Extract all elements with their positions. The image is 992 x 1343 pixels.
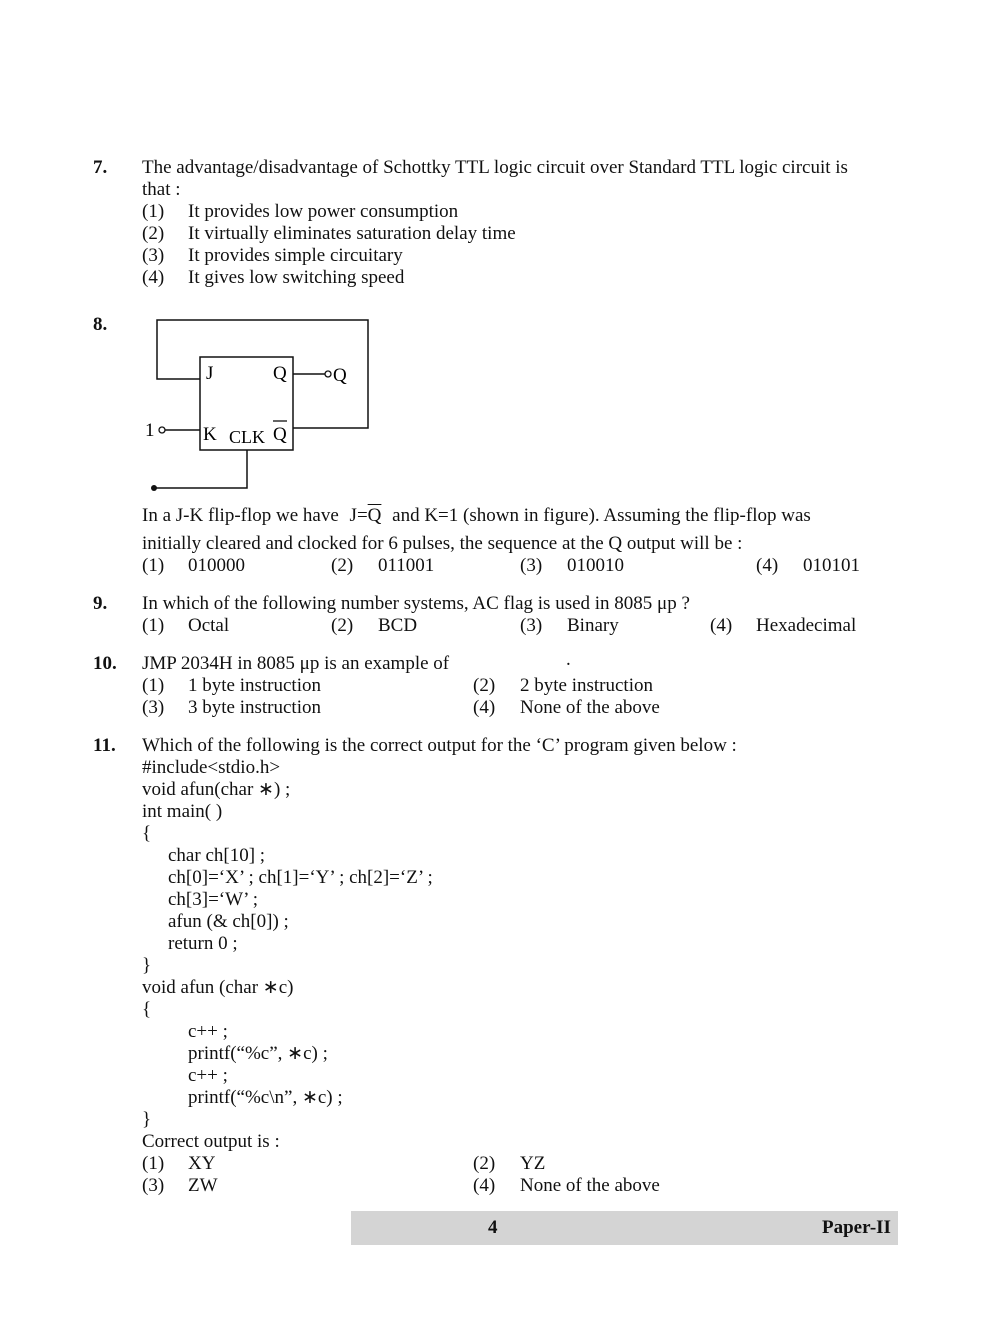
- jk-flipflop-diagram: [140, 312, 380, 496]
- footer-bar: [351, 1211, 898, 1245]
- q8-stem-line2: initially cleared and clocked for 6 pulses, the sequence at the Q output will be :: [142, 533, 743, 554]
- code-line: ch[3]=‘W’ ;: [168, 889, 259, 910]
- q8-option1-num: (1): [142, 555, 165, 576]
- q8-option3-num: (3): [520, 555, 543, 576]
- q7-option3-num: (3): [142, 245, 165, 266]
- q10-number: 10.: [93, 653, 117, 674]
- q11-option2-text: YZ: [520, 1153, 546, 1174]
- q11-stem: Which of the following is the correct output for the ‘C’ program given below :: [142, 735, 737, 756]
- q10-option3-num: (3): [142, 697, 165, 718]
- q10-option4-text: None of the above: [520, 697, 660, 718]
- label-clk: CLK: [229, 427, 265, 447]
- q7-option4-text: It gives low switching speed: [188, 267, 405, 288]
- q10-blank-dot: .: [566, 649, 571, 670]
- q8-stem-b: and K=1 (shown in figure). Assuming the flip-flop was: [392, 505, 811, 526]
- code-line: return 0 ;: [168, 933, 238, 954]
- q9-option2-text: BCD: [378, 615, 418, 636]
- clock-input-dot: [151, 485, 157, 491]
- q11-option1-num: (1): [142, 1153, 165, 1174]
- code-line: printf(“%c\n”, ∗c) ;: [188, 1087, 343, 1108]
- label-one: 1: [145, 420, 155, 441]
- code-line: ch[0]=‘X’ ; ch[1]=‘Y’ ; ch[2]=‘Z’ ;: [168, 867, 433, 888]
- q7-option2-text: It virtually eliminates saturation delay time: [188, 223, 516, 244]
- code-line: void afun(char ∗) ;: [142, 779, 291, 800]
- q11-option3-text: ZW: [188, 1175, 218, 1196]
- q11-option2-num: (2): [473, 1153, 496, 1174]
- q11-number: 11.: [93, 735, 116, 756]
- page-number: 4: [488, 1217, 498, 1238]
- code-line: {: [142, 999, 152, 1020]
- q8-number: 8.: [93, 314, 108, 335]
- q9-option4-num: (4): [710, 615, 733, 636]
- code-line: afun (& ch[0]) ;: [168, 911, 289, 932]
- q7-stem-line2: that :: [142, 179, 181, 200]
- q9-option1-num: (1): [142, 615, 165, 636]
- q10-option3-text: 3 byte instruction: [188, 697, 321, 718]
- q7-number: 7.: [93, 157, 108, 178]
- q8-option2-num: (2): [331, 555, 354, 576]
- label-k: K: [203, 424, 217, 445]
- q9-option2-num: (2): [331, 615, 354, 636]
- code-line: void afun (char ∗c): [142, 977, 294, 998]
- q7-stem-line1: The advantage/disadvantage of Schottky TTL logic circuit over Standard TTL logic circuit is: [142, 157, 848, 178]
- q11-option1-text: XY: [188, 1153, 216, 1174]
- q7-option4-num: (4): [142, 267, 165, 288]
- q7-option1-text: It provides low power consumption: [188, 201, 459, 222]
- q10-stem: JMP 2034H in 8085 μp is an example of: [142, 653, 450, 674]
- q9-option3-num: (3): [520, 615, 543, 636]
- q11-option4-text: None of the above: [520, 1175, 660, 1196]
- q9-option4-text: Hexadecimal: [756, 615, 857, 636]
- label-j: J: [206, 363, 214, 384]
- q11-option4-num: (4): [473, 1175, 496, 1196]
- code-line: printf(“%c”, ∗c) ;: [188, 1043, 328, 1064]
- code-line: char ch[10] ;: [168, 845, 266, 866]
- code-line: c++ ;: [188, 1065, 228, 1086]
- q8-option4-text: 010101: [803, 555, 860, 576]
- q8-stem-eq: $J=\overline{Q}$: [349, 505, 382, 526]
- q10-option1-num: (1): [142, 675, 165, 696]
- paper-label: Paper-II: [822, 1217, 891, 1238]
- q9-number: 9.: [93, 593, 108, 614]
- q8-stem-a: In a J-K flip-flop we have: [142, 505, 339, 526]
- q7-option3-text: It provides simple circuitary: [188, 245, 403, 266]
- q8-option2-text: 011001: [378, 555, 435, 576]
- q10-option4-num: (4): [473, 697, 496, 718]
- q8-option1-text: 010000: [188, 555, 245, 576]
- q9-option1-text: Octal: [188, 615, 230, 636]
- q7-option2-num: (2): [142, 223, 165, 244]
- q11-correct-label: Correct output is :: [142, 1131, 280, 1152]
- q11-option3-num: (3): [142, 1175, 165, 1196]
- label-q: Q: [273, 363, 287, 384]
- code-line: }: [142, 1109, 152, 1130]
- label-q-out: Q: [333, 365, 347, 386]
- q8-stem-line1: [142, 505, 811, 527]
- code-line: {: [142, 823, 152, 844]
- q8-option3-text: 010010: [567, 555, 624, 576]
- q10-option2-num: (2): [473, 675, 496, 696]
- label-qbar: Q: [273, 424, 287, 445]
- code-line: c++ ;: [188, 1021, 228, 1042]
- q9-option3-text: Binary: [567, 615, 619, 636]
- q10-option1-text: 1 byte instruction: [188, 675, 321, 696]
- code-line: }: [142, 955, 152, 976]
- code-line: int main( ): [142, 801, 223, 822]
- q7-option1-num: (1): [142, 201, 165, 222]
- code-line: #include<stdio.h>: [142, 757, 281, 778]
- q8-option4-num: (4): [756, 555, 779, 576]
- q10-option2-text: 2 byte instruction: [520, 675, 653, 696]
- q9-stem: In which of the following number systems, AC flag is used in 8085 μp ?: [142, 593, 690, 614]
